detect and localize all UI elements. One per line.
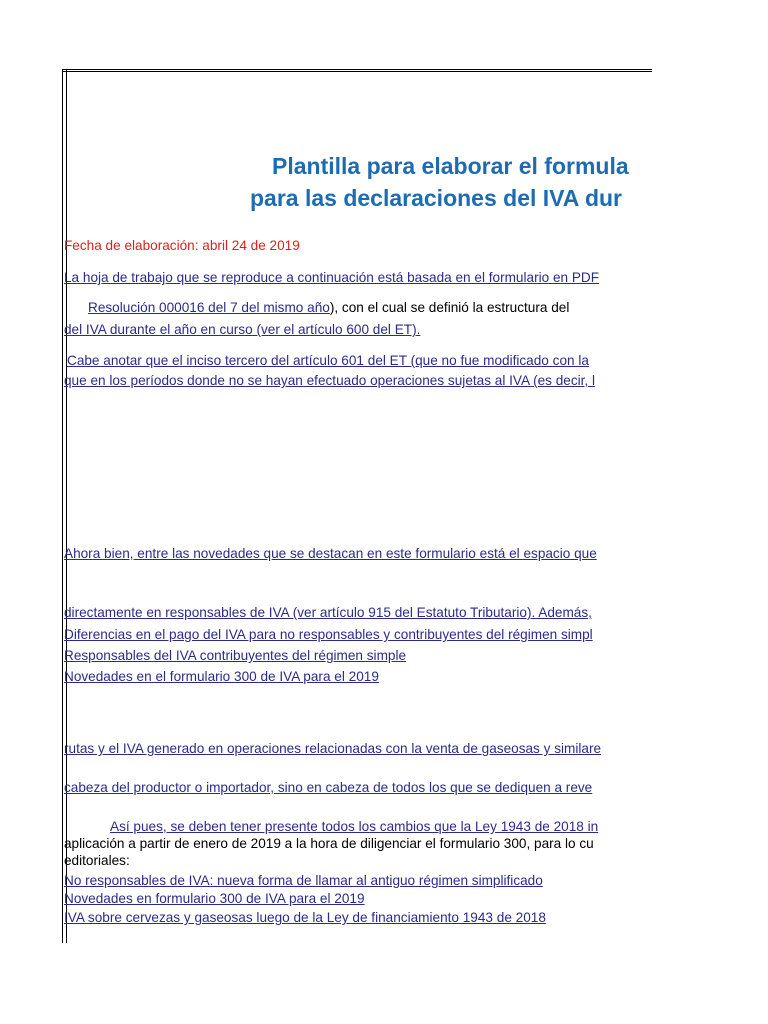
page-title-line-2: para las declaraciones del IVA dur: [250, 185, 622, 211]
paragraph-link[interactable]: cabeza del productor o importador, sino en cabeza de todos los que se dediquen a reve: [64, 780, 593, 795]
resolution-link[interactable]: Resolución 000016 del 7 del mismo año: [88, 300, 330, 315]
paragraph-link[interactable]: Cabe anotar que el inciso tercero del artículo 601 del ET (que no fue modificado con la: [67, 353, 589, 368]
related-link[interactable]: No responsables de IVA: nueva forma de llamar al antiguo régimen simplificado: [64, 873, 543, 888]
page-title-line-1: Plantilla para elaborar el formula: [272, 153, 629, 179]
related-link[interactable]: Novedades en formulario 300 de IVA para el 2019: [64, 891, 365, 906]
paragraph-text: ), con el cual se definió la estructura del: [329, 300, 570, 315]
related-link[interactable]: Novedades en el formulario 300 de IVA para el 2019: [64, 669, 379, 684]
paragraph-link[interactable]: Ahora bien, entre las novedades que se destacan en este formulario está el espacio que: [64, 546, 597, 561]
paragraph-link[interactable]: directamente en responsables de IVA (ver artículo 915 del Estatuto Tributario). Además,: [64, 605, 592, 620]
related-link[interactable]: IVA sobre cervezas y gaseosas luego de la Ley de financiamiento 1943 de 2018: [64, 910, 546, 925]
paragraph-link[interactable]: La hoja de trabajo que se reproduce a continuación está basada en el formulario en PDF: [64, 270, 600, 285]
date-line: Fecha de elaboración: abril 24 de 2019: [64, 238, 300, 253]
paragraph-text: aplicación a partir de enero de 2019 a la hora de diligenciar el formulario 300, para lo cu: [64, 836, 594, 851]
paragraph-link[interactable]: del IVA durante el año en curso (ver el artículo 600 del ET).: [64, 322, 421, 337]
paragraph-link[interactable]: rutas y el IVA generado en operaciones relacionadas con la venta de gaseosas y similare: [64, 741, 602, 756]
paragraph-link[interactable]: Así pues, se deben tener presente todos los cambios que la Ley 1943 de 2018 in: [110, 819, 599, 834]
paragraph-line: [88, 299, 569, 316]
related-link[interactable]: Diferencias en el pago del IVA para no responsables y contribuyentes del régimen simpl: [64, 627, 593, 642]
paragraph-link[interactable]: que en los períodos donde no se hayan efectuado operaciones sujetas al IVA (es decir, l: [64, 373, 596, 388]
paragraph-text: editoriales:: [64, 853, 130, 868]
related-link[interactable]: Responsables del IVA contribuyentes del régimen simple: [64, 648, 407, 663]
